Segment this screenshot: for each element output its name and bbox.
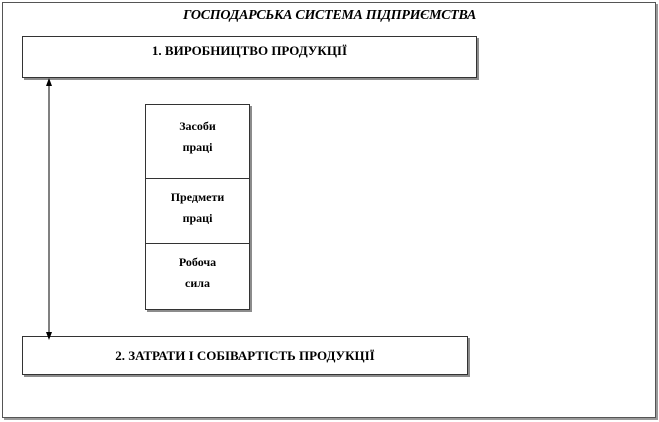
factor-labor-force-line2: сила xyxy=(185,276,210,290)
factor-means-of-labor-line2: праці xyxy=(182,140,213,154)
factor-labor-force-line1: Робоча xyxy=(178,255,217,269)
factor-means-of-labor-line1: Засоби xyxy=(179,119,216,133)
costs-label: 2. ЗАТРАТИ І СОБІВАРТІСТЬ ПРОДУКЦІЇ xyxy=(115,347,375,363)
production-label: 1. ВИРОБНИЦТВО ПРОДУКЦІЇ xyxy=(151,43,348,58)
arrow-up-head xyxy=(46,78,52,86)
factor-objects-of-labor-line1: Предмети xyxy=(170,190,225,204)
diagram-title: ГОСПОДАРСЬКА СИСТЕМА ПІДПРИЄМСТВА xyxy=(182,8,477,23)
factor-objects-of-labor-line2: праці xyxy=(182,211,213,225)
arrow-down-head xyxy=(46,332,52,340)
